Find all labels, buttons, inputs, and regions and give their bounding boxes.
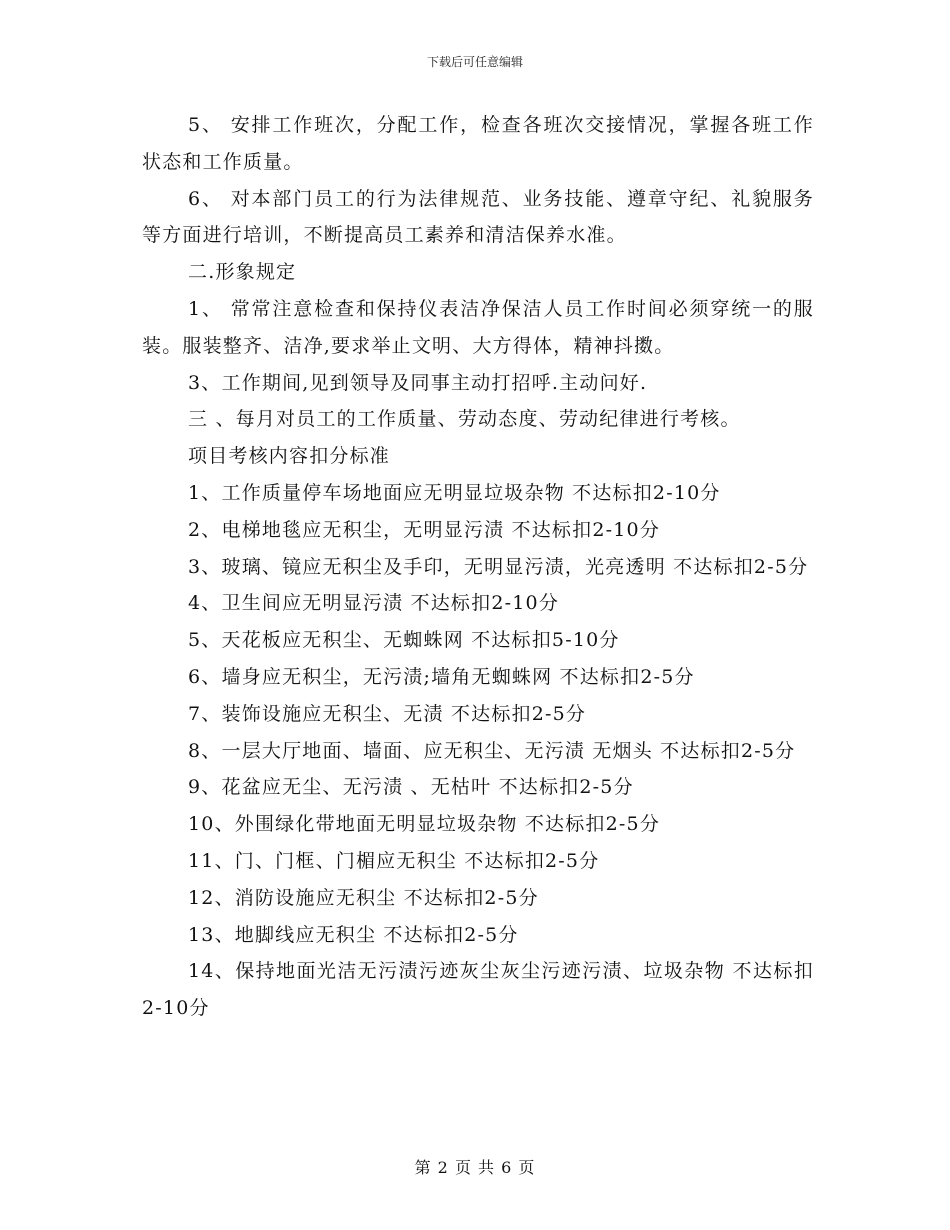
paragraph: 1、 常常注意检查和保持仪表洁净保洁人员工作时间必须穿统一的服装。服装整齐、洁净,要求举止文明、大方得体，精神抖擞。 <box>142 297 814 357</box>
list-item: 1、工作质量停车场地面应无明显垃圾杂物 不达标扣2-10分 <box>188 481 721 504</box>
paragraph: 项目考核内容扣分标准 <box>188 445 391 468</box>
list-item: 3、玻璃、镜应无积尘及手印，无明显污渍，光亮透明 不达标扣2-5分 <box>188 555 809 578</box>
paragraph: 3、工作期间,见到领导及同事主动打招呼.主动问好. <box>188 371 648 394</box>
list-item: 12、消防设施应无积尘 不达标扣2-5分 <box>188 886 539 909</box>
paragraph: 5、 安排工作班次，分配工作，检查各班次交接情况，掌握各班工作状态和工作质量。 <box>142 114 814 173</box>
list-item: 11、门、门框、门楣应无积尘 不达标扣2-5分 <box>188 849 600 872</box>
list-item: 5、天花板应无积尘、无蜘蛛网 不达标扣5-10分 <box>188 629 620 652</box>
list-item: 2、电梯地毯应无积尘，无明显污渍 不达标扣2-10分 <box>188 518 661 541</box>
list-item: 8、一层大厅地面、墙面、应无积尘、无污渍 无烟头 不达标扣2-5分 <box>188 739 796 762</box>
section-heading: 二.形象规定 <box>188 261 297 284</box>
document-body <box>142 107 814 1027</box>
list-item: 13、地脚线应无积尘 不达标扣2-5分 <box>188 923 519 946</box>
list-item: 9、花盆应无尘、无污渍 、无枯叶 不达标扣2-5分 <box>188 776 634 799</box>
paragraph: 6、 对本部门员工的行为法律规范、业务技能、遵章守纪、礼貌服务等方面进行培训，不断提高员工素养和清洁保养水准。 <box>142 187 814 247</box>
page-number-footer: 第 2 页 共 6 页 <box>414 1158 536 1177</box>
section-heading: 三 、每月对员工的工作质量、劳动态度、劳动纪律进行考核。 <box>188 408 741 431</box>
list-item: 10、外围绿化带地面无明显垃圾杂物 不达标扣2-5分 <box>188 813 661 836</box>
page-header-note: 下载后可任意编辑 <box>426 55 523 69</box>
list-item: 6、墙身应无积尘，无污渍;墙角无蜘蛛网 不达标扣2-5分 <box>188 665 695 688</box>
list-item: 7、装饰设施应无积尘、无渍 不达标扣2-5分 <box>188 702 587 725</box>
list-item: 14、保持地面光洁无污渍污迹灰尘灰尘污迹污渍、垃圾杂物 不达标扣2-10分 <box>142 960 814 1020</box>
list-item: 4、卫生间应无明显污渍 不达标扣2-10分 <box>188 592 560 615</box>
